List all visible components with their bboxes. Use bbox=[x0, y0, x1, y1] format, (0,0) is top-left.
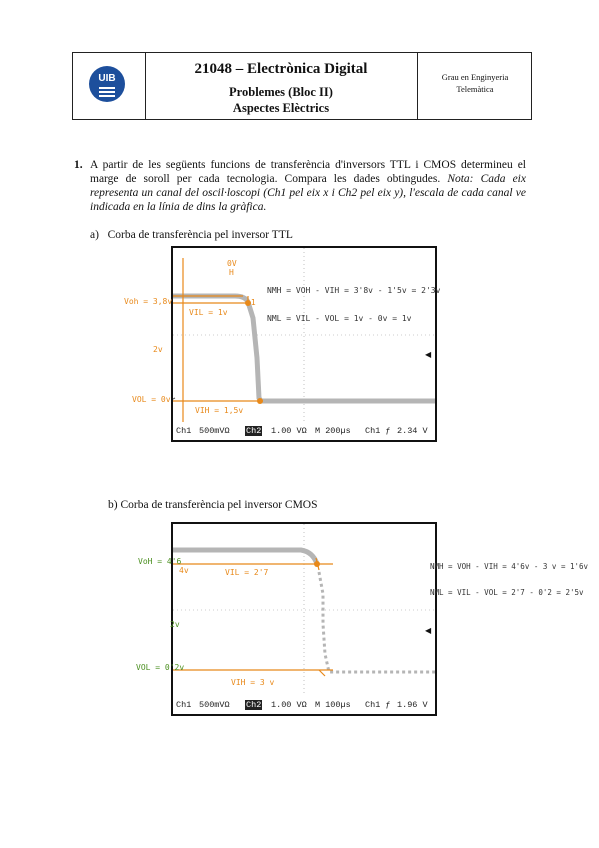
document-topic: Aspectes Elèctrics bbox=[232, 101, 330, 115]
ttl-ch2: Ch2 bbox=[246, 426, 262, 436]
ttl-top-label: 0V bbox=[227, 259, 237, 268]
degree-line1: Grau en Enginyeria bbox=[441, 72, 509, 82]
ttl-top-label-2: H bbox=[229, 268, 234, 277]
part-a-label: a) bbox=[90, 229, 99, 241]
part-a-heading bbox=[90, 229, 293, 241]
oscilloscope-ttl bbox=[171, 246, 441, 442]
oscilloscope-cmos bbox=[171, 522, 437, 716]
ttl-vil-label: VIL = 1v bbox=[189, 308, 228, 317]
ttl-ch2-scale: 1.00 VΩ bbox=[271, 426, 307, 436]
part-a-title: Corba de transferència pel inversor TTL bbox=[107, 229, 293, 241]
ttl-ch2-marker-icon: ◀ bbox=[425, 350, 432, 359]
ttl-trigger-level: 2.34 V bbox=[397, 426, 428, 436]
uib-logo bbox=[89, 66, 125, 102]
scope-ttl-graph bbox=[173, 248, 435, 422]
cmos-transfer-curve-bottom bbox=[319, 572, 435, 672]
ttl-ch1: Ch1 bbox=[176, 426, 192, 436]
cmos-trigger: Ch1 ƒ bbox=[365, 700, 391, 710]
cmos-ch2-scale: 1.00 VΩ bbox=[271, 700, 307, 710]
cmos-ch2-marker-icon: ◀ bbox=[425, 626, 432, 635]
cmos-4v-label: 4v bbox=[179, 566, 189, 575]
cmos-ch1-scale: 500mVΩ bbox=[199, 700, 230, 710]
cmos-voh-label: VoH = 4'6 bbox=[138, 557, 182, 566]
cmos-vil-label: VIL = 2'7 bbox=[225, 568, 269, 577]
degree-line2: Telemàtica bbox=[456, 84, 494, 94]
question-number: 1. bbox=[74, 159, 83, 171]
ttl-vih-label: VIH = 1,5v bbox=[195, 406, 244, 415]
cmos-ch1: Ch1 bbox=[176, 700, 192, 710]
cmos-vih-label: VIH = 3 v bbox=[231, 678, 275, 687]
ttl-nmh-equation: NMH = VOH - VIH = 3'8v - 1'5v = 2'3v bbox=[267, 286, 441, 295]
cmos-transfer-curve-top bbox=[173, 550, 317, 564]
header-table bbox=[72, 52, 532, 120]
cmos-trigger-level: 1.96 V bbox=[397, 700, 428, 710]
document-subtitle: Problemes (Bloc II) bbox=[229, 85, 333, 99]
question-note: Nota: Cada eix representa un canal del oscil·loscopi (Ch1 pel eix x i Ch2 pel eix y), l'escala de cada canal ve indicada en la línia de dins la gràfica. bbox=[90, 173, 526, 213]
course-title: 21048 – Electrònica Digital bbox=[194, 61, 368, 77]
ttl-nml-equation: NML = VIL - VOL = 1v - 0v = 1v bbox=[267, 314, 412, 323]
cmos-timebase: M 100µs bbox=[315, 700, 351, 710]
cmos-ch2: Ch2 bbox=[246, 700, 262, 710]
ttl-vol-label: VOL = 0v bbox=[132, 395, 171, 404]
part-b-title: Corba de transferència pel inversor CMOS bbox=[120, 499, 318, 511]
part-b-label: b) bbox=[108, 499, 118, 511]
question-text: A partir de les següents funcions de transferència d'inversors TTL i CMOS determineu el marge de soroll per cada tecnologia. Compara les dades obtingudes. bbox=[90, 159, 526, 185]
ttl-2v-label: 2v bbox=[153, 345, 163, 354]
ttl-status-bar bbox=[173, 422, 435, 440]
question-1 bbox=[74, 158, 526, 214]
ttl-ch1-scale: 500mVΩ bbox=[199, 426, 230, 436]
part-b-heading bbox=[108, 499, 318, 511]
logo-text: UIB bbox=[98, 73, 116, 84]
logo-cell bbox=[73, 53, 146, 119]
cmos-vol-label: VOL = 0'2v bbox=[136, 663, 185, 672]
scope-cmos-graph bbox=[173, 524, 435, 696]
cmos-nmh-equation: NMH = VOH - VIH = 4'6v - 3 v = 1'6v bbox=[430, 562, 589, 571]
ttl-voh-label: Voh = 3,8v bbox=[124, 297, 173, 306]
cmos-status-bar bbox=[173, 696, 435, 714]
cmos-nml-equation: NML = VIL - VOL = 2'7 - 0'2 = 2'5v bbox=[430, 588, 584, 597]
ttl-minus1-label: -1 bbox=[246, 298, 256, 307]
ttl-trigger: Ch1 ƒ bbox=[365, 426, 391, 436]
ttl-timebase: M 200µs bbox=[315, 426, 351, 436]
degree-cell bbox=[417, 53, 532, 119]
cmos-2v-label: 2v bbox=[170, 620, 180, 629]
